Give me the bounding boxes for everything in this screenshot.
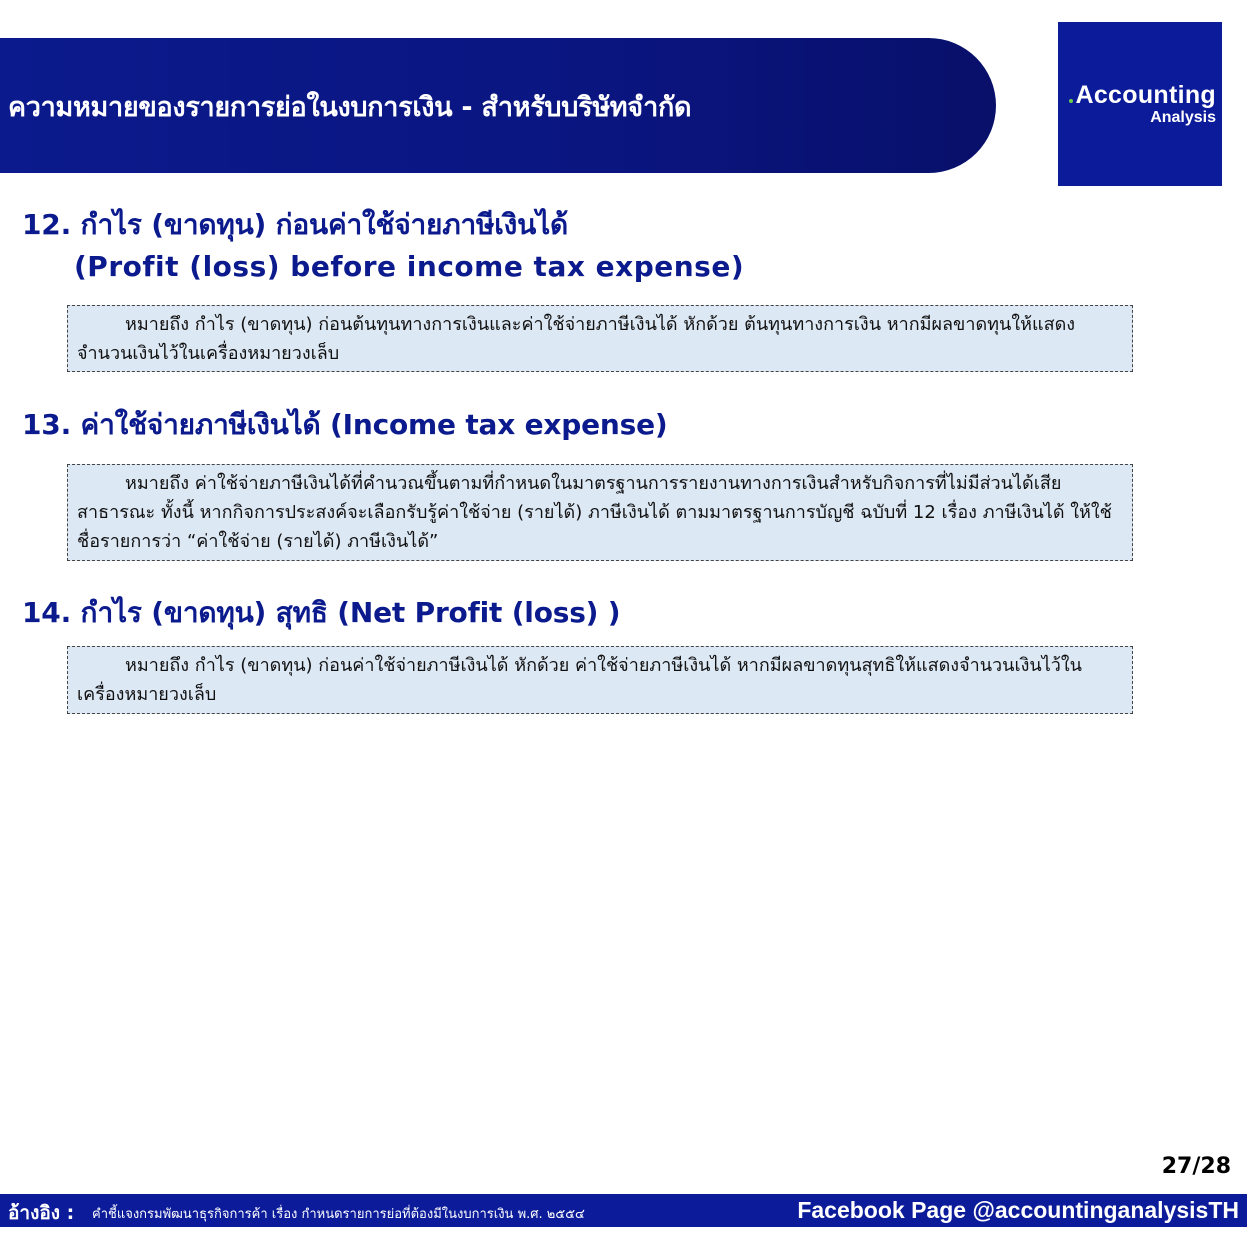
section-12-heading: 12. กำไร (ขาดทุน) ก่อนค่าใช้จ่ายภาษีเงินได้	[22, 208, 568, 241]
section-14-description: หมายถึง กำไร (ขาดทุน) ก่อนค่าใช้จ่ายภาษีเงินได้ หักด้วย ค่าใช้จ่ายภาษีเงินได้ หากมีผลขาดทุนสุทธิให้แสดงจำนวนเงินไว้ในเครื่องหมายวงเล็บ	[77, 655, 1082, 705]
section-12-description: หมายถึง กำไร (ขาดทุน) ก่อนต้นทุนทางการเงินและค่าใช้จ่ายภาษีเงินได้ หักด้วย ต้นทุนทางการเงิน หากมีผลขาดทุนให้แสดงจำนวนเงินไว้ในเครื่องหมายวงเล็บ	[77, 314, 1076, 364]
logo-text-analysis: Analysis	[1150, 109, 1216, 126]
section-13-description: หมายถึง ค่าใช้จ่ายภาษีเงินได้ที่คำนวณขึ้นตามที่กำหนดในมาตรฐานการรายงานทางการเงินสำหรับกิจการที่ไม่มีส่วนได้เสียสาธารณะ ทั้งนี้ หากกิจการประสงค์จะเลือกรับรู้ค่าใช้จ่าย (รายได้) ภาษีเงินได้ ตามมาตรฐานการบัญชี ฉบับที่ 12 เรื่อง ภาษีเงินได้ ให้ใช้ชื่อรายการว่า “ค่าใช้จ่าย (รายได้) ภาษีเงินได้”	[77, 473, 1112, 552]
page-title: ความหมายของรายการย่อในงบการเงิน - สำหรับบริษัทจำกัด	[8, 92, 692, 123]
footer-bar	[0, 1194, 1247, 1227]
section-13-heading: 13. ค่าใช้จ่ายภาษีเงินได้ (Income tax expense)	[22, 408, 668, 441]
brand-logo	[1058, 22, 1222, 186]
logo-text-accounting: Accounting	[1075, 81, 1216, 109]
section-14-description-box	[67, 646, 1133, 714]
section-14-heading: 14. กำไร (ขาดทุน) สุทธิ (Net Profit (loss) )	[22, 596, 621, 629]
section-12-subheading: (Profit (loss) before income tax expense)	[74, 250, 745, 283]
footer-reference-text: คำชี้แจงกรมพัฒนาธุรกิจการค้า เรื่อง กำหนดรายการย่อที่ต้องมีในงบการเงิน พ.ศ. ๒๕๕๔	[92, 1207, 585, 1222]
footer-facebook-page: Facebook Page @accountinganalysisTH	[797, 1197, 1239, 1223]
section-12-description-box	[67, 305, 1133, 372]
footer-reference-label: อ้างอิง :	[8, 1202, 75, 1224]
logo-dot-icon	[1069, 99, 1073, 103]
page-number: 27/28	[1161, 1154, 1231, 1179]
section-13-description-box	[67, 464, 1133, 561]
